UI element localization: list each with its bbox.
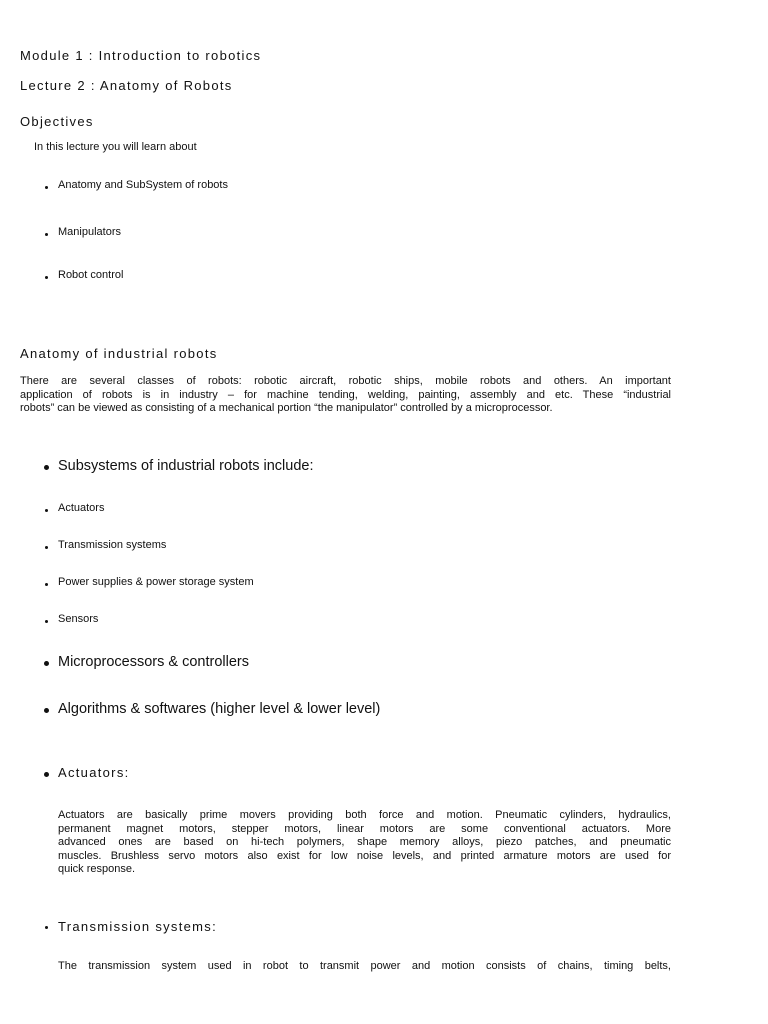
bullet-icon xyxy=(45,546,48,549)
bullet-icon xyxy=(45,276,48,279)
bullet-icon xyxy=(45,509,48,512)
paragraph-line: The transmission system used in robot to transmit power and motion consists of chains, timing belts, xyxy=(58,960,671,972)
actuators-paragraph xyxy=(58,809,671,877)
paragraph-line: There are several classes of robots: robotic aircraft, robotic ships, mobile robots and others. An important xyxy=(20,375,671,387)
bullet-icon xyxy=(44,708,49,713)
list-item: Robot control xyxy=(58,269,124,281)
anatomy-heading: Anatomy of industrial robots xyxy=(20,346,218,361)
subsystems-heading: Subsystems of industrial robots include: xyxy=(58,458,314,474)
bullet-icon xyxy=(45,926,48,929)
paragraph-line: muscles. Brushless servo motors also exist for low noise levels, and printed armature motors are used for xyxy=(58,849,671,862)
paragraph-line: quick response. xyxy=(58,863,136,875)
paragraph-line: permanent magnet motors, stepper motors, linear motors are some conventional actuators. More xyxy=(58,822,671,835)
paragraph-line: advanced ones are based on hi-tech polymers, shape memory alloys, piezo patches, and pneumatic xyxy=(58,836,671,848)
list-item: Algorithms & softwares (higher level & lower level) xyxy=(58,701,381,717)
list-item: Manipulators xyxy=(58,226,121,238)
bullet-icon xyxy=(45,233,48,236)
bullet-icon xyxy=(45,620,48,623)
anatomy-paragraph xyxy=(20,375,671,416)
list-item: Transmission systems xyxy=(58,539,167,551)
actuators-heading: Actuators: xyxy=(58,765,130,780)
paragraph-line: robots” can be viewed as consisting of a mechanical portion “the manipulator” controlled by a microprocessor. xyxy=(20,402,553,414)
bullet-icon xyxy=(45,583,48,586)
paragraph-line: application of robots is in industry – for machine tending, welding, painting, assembly and etc. These “industrial xyxy=(20,388,671,401)
list-item: Microprocessors & controllers xyxy=(58,654,249,670)
lecture-title: Lecture 2 : Anatomy of Robots xyxy=(20,78,233,93)
transmission-heading: Transmission systems: xyxy=(58,919,218,934)
list-item: Anatomy and SubSystem of robots xyxy=(58,179,228,191)
objectives-intro: In this lecture you will learn about xyxy=(34,141,197,153)
bullet-icon xyxy=(45,186,48,189)
bullet-icon xyxy=(44,772,49,777)
bullet-icon xyxy=(44,661,49,666)
list-item: Actuators xyxy=(58,502,105,514)
paragraph-line: Actuators are basically prime movers providing both force and motion. Pneumatic cylinders, hydraulics, xyxy=(58,809,671,821)
objectives-heading: Objectives xyxy=(20,114,94,129)
bullet-icon xyxy=(44,465,49,470)
list-item: Power supplies & power storage system xyxy=(58,576,254,588)
transmission-paragraph xyxy=(58,960,671,974)
module-title: Module 1 : Introduction to robotics xyxy=(20,48,262,63)
list-item: Sensors xyxy=(58,613,99,625)
